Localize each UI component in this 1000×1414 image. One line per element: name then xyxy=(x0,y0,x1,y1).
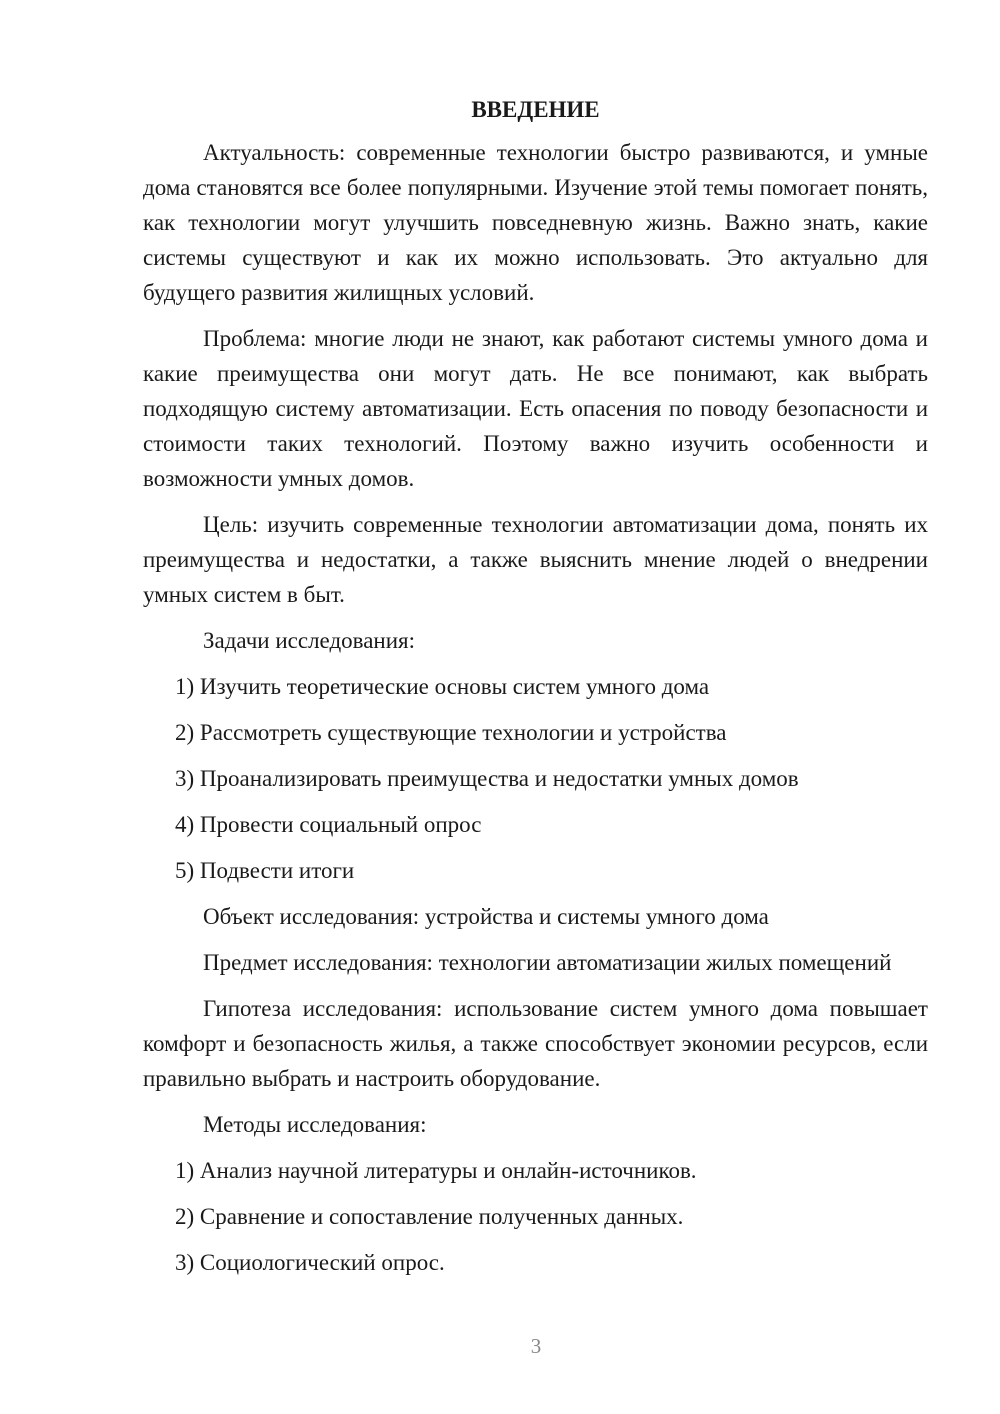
task-item: 2) Рассмотреть существующие технологии и устройства xyxy=(175,720,727,745)
problem-paragraph: Проблема: многие люди не знают, как работают системы умного дома и какие преимущества они могут дать. Не все понимают, как выбрать подходящую систему автоматизации. Есть опасения по поводу безопасности и стоимости таких технологий. Поэтому важно изучить особенности и возможности умных домов. xyxy=(143,326,928,491)
methods-heading: Методы исследования: xyxy=(203,1112,427,1137)
page-title: ВВЕДЕНИЕ xyxy=(471,97,600,122)
tasks-heading: Задачи исследования: xyxy=(203,628,416,653)
task-item: 5) Подвести итоги xyxy=(175,858,355,883)
document-body xyxy=(143,95,928,1291)
goal-paragraph: Цель: изучить современные технологии автоматизации дома, понять их преимущества и недостатки, а также выяснить мнение людей о внедрении умных систем в быт. xyxy=(143,512,928,607)
method-item: 1) Анализ научной литературы и онлайн-источников. xyxy=(175,1158,697,1183)
task-item: 4) Провести социальный опрос xyxy=(175,812,482,837)
method-item: 3) Социологический опрос. xyxy=(175,1250,445,1275)
hypothesis-paragraph: Гипотеза исследования: использование систем умного дома повышает комфорт и безопасность жилья, а также способствует экономии ресурсов, если правильно выбрать и настроить оборудование. xyxy=(143,996,928,1091)
page-number: 3 xyxy=(530,1334,542,1358)
subject-paragraph: Предмет исследования: технологии автоматизации жилых помещений xyxy=(203,950,892,975)
relevance-paragraph: Актуальность: современные технологии быстро развиваются, и умные дома становятся все более популярными. Изучение этой темы помогает понять, как технологии могут улучшить повседневную жизнь. Важно знать, какие системы существуют и как их можно использовать. Это актуально для будущего развития жилищных условий. xyxy=(143,140,928,305)
method-item: 2) Сравнение и сопоставление полученных данных. xyxy=(175,1204,684,1229)
task-item: 1) Изучить теоретические основы систем умного дома xyxy=(175,674,710,699)
object-paragraph: Объект исследования: устройства и системы умного дома xyxy=(203,904,769,929)
task-item: 3) Проанализировать преимущества и недостатки умных домов xyxy=(175,766,799,791)
